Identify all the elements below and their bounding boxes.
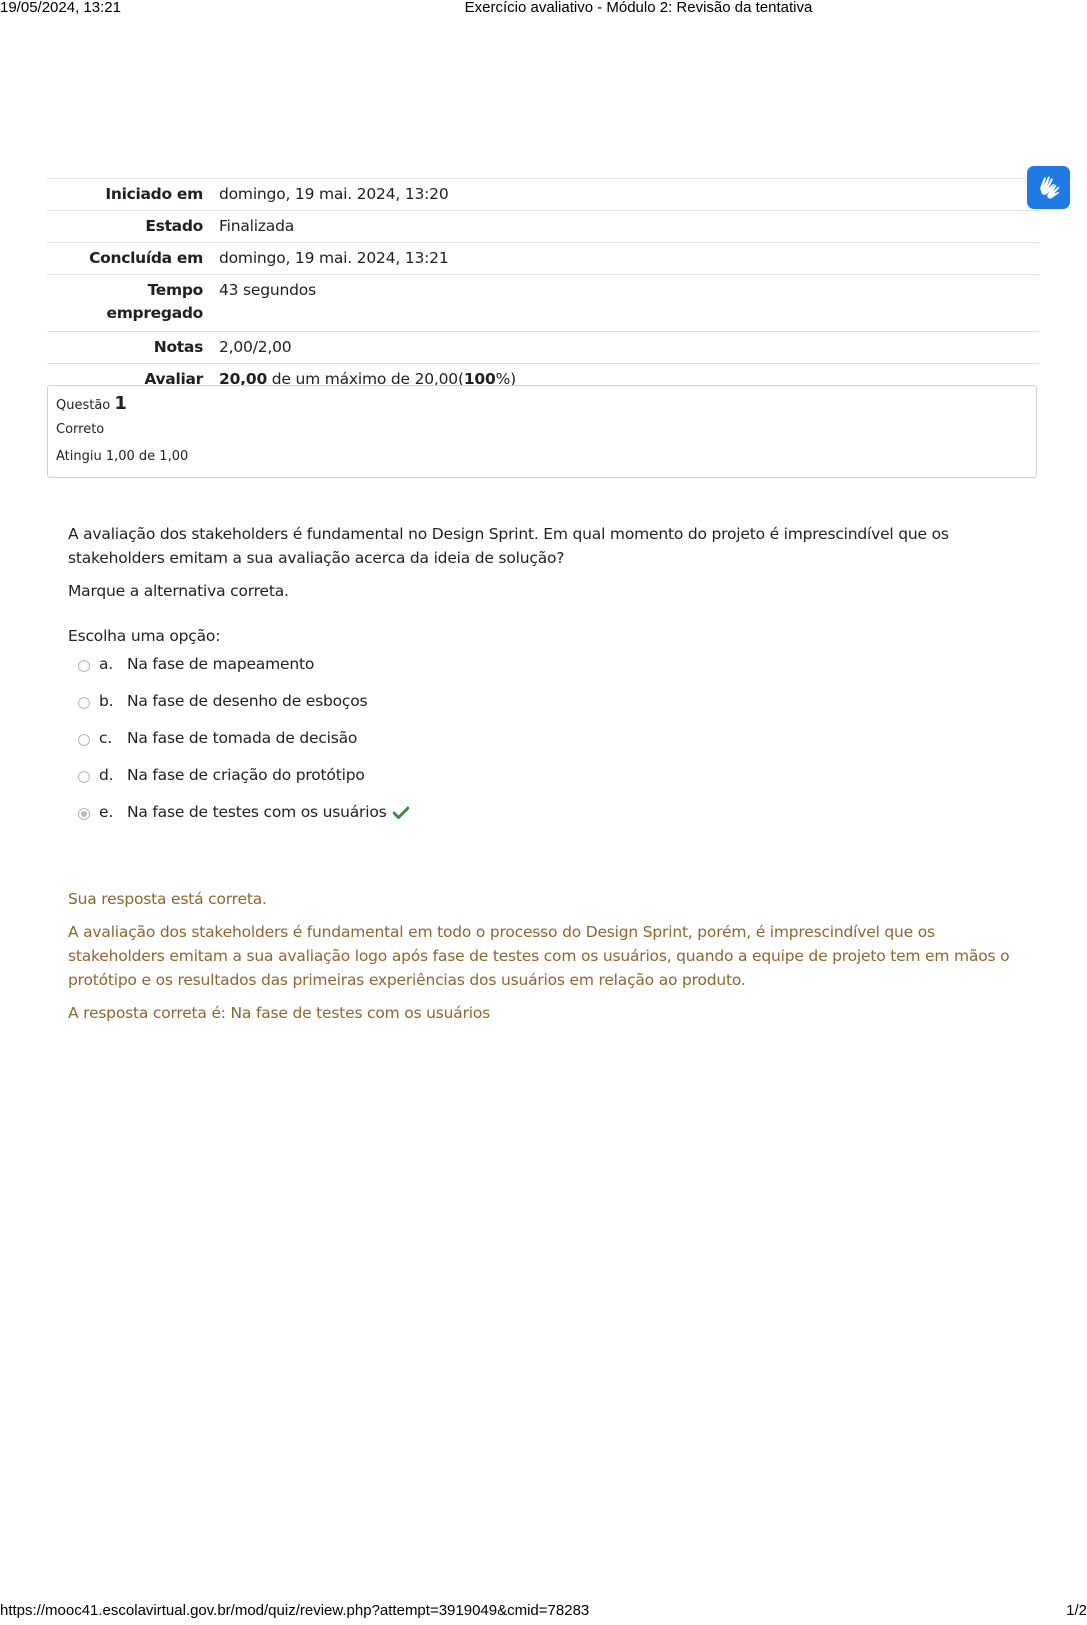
marks-value: 2,00/2,00 (219, 338, 292, 356)
grade-end: %) (495, 370, 516, 388)
completed-value: domingo, 19 mai. 2024, 13:21 (219, 249, 449, 267)
state-value: Finalizada (219, 217, 295, 235)
summary-row-completed (47, 243, 1039, 275)
question-instruction: Marque a alternativa correta. (68, 582, 289, 600)
correct-check-icon (393, 806, 409, 819)
answer-option-a[interactable] (78, 655, 409, 692)
grade-percent: 100 (463, 370, 496, 388)
summary-row-time (47, 275, 1039, 332)
feedback-general: A avaliação dos stakeholders é fundamental em todo o processo do Design Sprint, porém, é imprescindível que os stakeholders emitam a sua avaliação logo após fase de testes com os usuários, quando a equipe de projeto tem em mãos o protótipo e os resultados das primeiras experiências dos usuários em relação ao produto. (68, 923, 1010, 989)
answer-text: Na fase de tomada de decisão (127, 729, 358, 747)
radio-d[interactable] (78, 771, 90, 783)
answer-text: Na fase de testes com os usuários (127, 803, 387, 821)
answer-text: Na fase de criação do protótipo (127, 766, 365, 784)
print-footer (0, 1602, 1087, 1620)
summary-row-state (47, 211, 1039, 243)
answer-options (78, 655, 409, 840)
print-header (0, 0, 1087, 17)
question-number-value: 1 (114, 393, 127, 414)
time-value: 43 segundos (219, 281, 316, 299)
question-text (68, 522, 1028, 612)
summary-row-started (47, 179, 1039, 211)
grade-max-text: de um máximo de 20,00( (267, 370, 464, 388)
state-label: Estado (145, 217, 203, 235)
answer-letter: a. (99, 655, 114, 673)
answer-letter: d. (99, 766, 114, 784)
feedback-status: Sua resposta está correta. (68, 890, 267, 908)
started-label: Iniciado em (105, 185, 203, 203)
answer-option-b[interactable] (78, 692, 409, 729)
feedback-right-answer: A resposta correta é: Na fase de testes com os usuários (68, 1004, 491, 1022)
sign-language-hands-icon (1035, 174, 1063, 202)
summary-row-marks (47, 332, 1039, 364)
marks-label: Notas (153, 338, 203, 356)
question-state: Correto (56, 422, 105, 437)
print-url: https://mooc41.escolavirtual.gov.br/mod/quiz/review.php?attempt=3919049&cmid=78283 (0, 1602, 590, 1619)
radio-c[interactable] (78, 734, 90, 746)
answer-option-d[interactable] (78, 766, 409, 803)
started-value: domingo, 19 mai. 2024, 13:20 (219, 185, 449, 203)
answer-option-e[interactable] (78, 803, 409, 840)
radio-e-selected[interactable] (78, 808, 90, 820)
question-info-box (47, 385, 1037, 478)
time-label-line1: Tempo (147, 281, 203, 299)
time-label-line2: empregado (106, 304, 203, 322)
answer-letter: c. (99, 729, 113, 747)
completed-label: Concluída em (89, 249, 203, 267)
answer-letter: e. (99, 803, 114, 821)
answer-option-c[interactable] (78, 729, 409, 766)
answer-letter: b. (99, 692, 114, 710)
time-label (47, 275, 219, 332)
print-datetime: 19/05/2024, 13:21 (0, 0, 121, 16)
print-page-number: 1/2 (1066, 1602, 1087, 1619)
answer-text: Na fase de desenho de esboços (127, 692, 368, 710)
question-number (56, 394, 1028, 416)
print-page-title: Exercício avaliativo - Módulo 2: Revisão da tentativa (464, 0, 813, 16)
question-number-label: Questão (56, 398, 115, 413)
grade-score: 20,00 (219, 370, 268, 388)
vlibras-accessibility-button[interactable] (1027, 166, 1070, 209)
answer-prompt: Escolha uma opção: (68, 627, 221, 645)
radio-b[interactable] (78, 697, 90, 709)
answer-text: Na fase de mapeamento (127, 655, 315, 673)
attempt-summary-table (47, 178, 1039, 395)
feedback-section (68, 887, 1028, 1034)
question-grade: Atingiu 1,00 de 1,00 (56, 449, 189, 464)
grade-label: Avaliar (144, 370, 203, 388)
radio-a[interactable] (78, 660, 90, 672)
question-statement: A avaliação dos stakeholders é fundamental no Design Sprint. Em qual momento do projeto é imprescindível que os stakeholders emitam a sua avaliação acerca da ideia de solução? (68, 525, 949, 567)
